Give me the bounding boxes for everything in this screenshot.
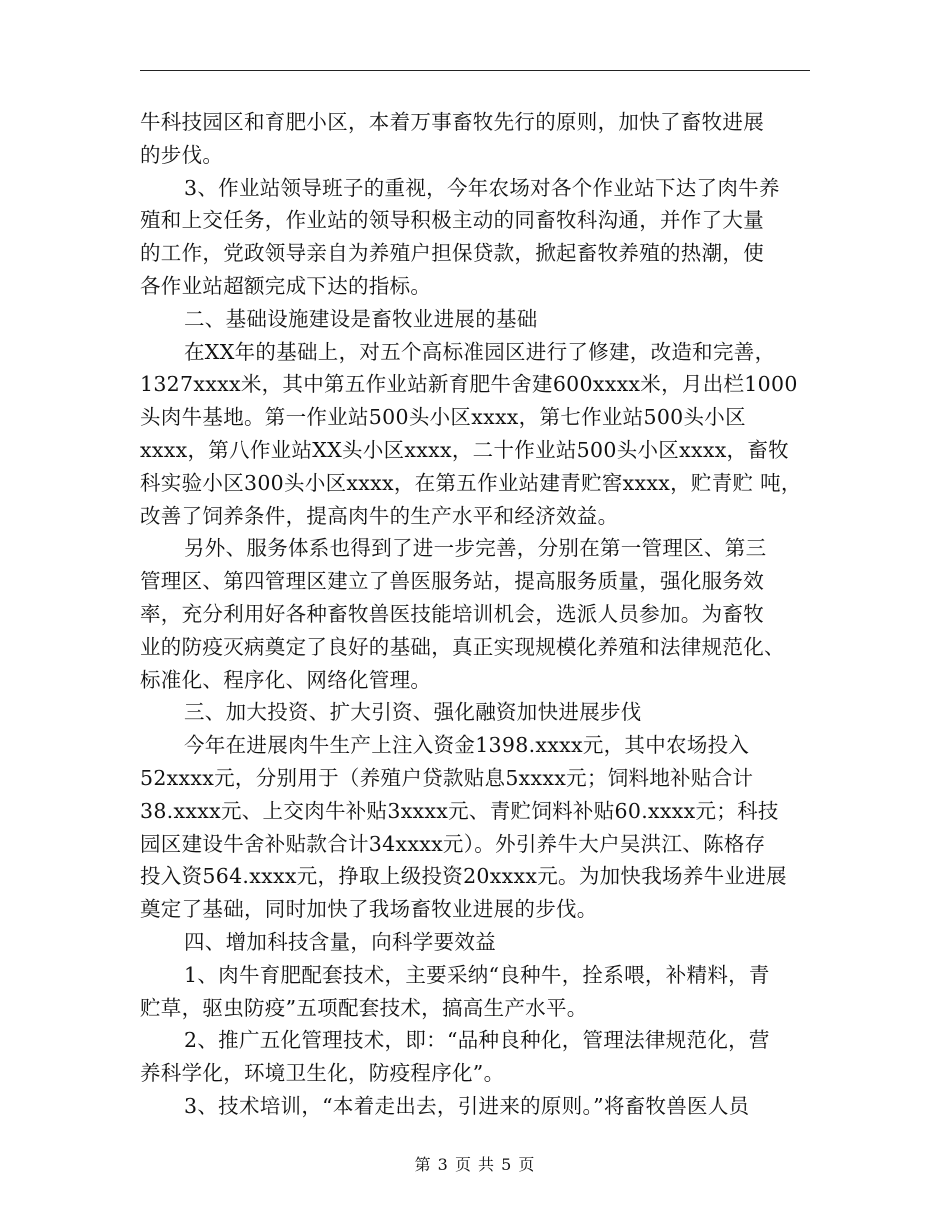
- text-line: xxxx，第八作业站XX头小区xxxx，二十作业站500头小区xxxx，畜牧: [140, 437, 789, 462]
- paragraph-start: 在XX年的基础上，对五个高标准园区进行了修建，改造和完善，: [184, 339, 776, 364]
- header-rule: [140, 70, 810, 71]
- text-line: 管理区、第四管理区建立了兽医服务站，提高服务质量，强化服务效: [140, 569, 764, 594]
- text-line: 52xxxx元，分别用于（养殖户贷款贴息5xxxx元；饲料地补贴合计: [140, 765, 754, 790]
- text-line: 的步伐。: [140, 142, 224, 167]
- text-line: 投入资564.xxxx元，挣取上级投资20xxxx元。为加快我场养牛业进展: [140, 864, 787, 889]
- text-line: 的工作，党政领导亲自为养殖户担保贷款，掀起畜牧养殖的热潮，使: [140, 241, 764, 266]
- text-line: 率，充分利用好各种畜牧兽医技能培训机会，选派人员参加。为畜牧: [140, 601, 764, 626]
- text-line: 园区建设牛舍补贴款合计34xxxx元）。外引养牛大户吴洪江、陈格存: [140, 831, 766, 856]
- text-line: 改善了饲养条件，提高肉牛的生产水平和经济效益。: [140, 503, 619, 528]
- text-line: 标准化、程序化、网络化管理。: [140, 667, 432, 692]
- text-line: 各作业站超额完成下达的指标。: [140, 273, 432, 298]
- text-line: 1327xxxx米，其中第五作业站新育肥牛舍建600xxxx米，月出栏1000: [140, 372, 798, 397]
- text-line: 奠定了基础，同时加快了我场畜牧业进展的步伐。: [140, 897, 598, 922]
- page-footer: 第 3 页 共 5 页: [414, 1155, 536, 1174]
- paragraph-start: 1、肉牛育肥配套技术，主要采纳“良种牛，拴系喂，补精料，青: [184, 962, 770, 987]
- text-line: 业的防疫灭病奠定了良好的基础，真正实现规模化养殖和法律规范化、: [140, 634, 785, 659]
- text-line: 殖和上交任务，作业站的领导积极主动的同畜牧科沟通，并作了大量: [140, 208, 764, 233]
- text-line: 科实验小区300头小区xxxx，在第五作业站建青贮窖xxxx，贮青贮 吨，: [140, 470, 802, 495]
- paragraph-start: 3、技术培训，“本着走出去，引进来的原则。”将畜牧兽医人员: [184, 1093, 750, 1118]
- text-line: 牛科技园区和育肥小区，本着万事畜牧先行的原则，加快了畜牧进展: [140, 110, 764, 134]
- text-line: 养科学化，环境卫生化，防疫程序化”。: [140, 1061, 505, 1086]
- text-line: 头肉牛基地。第一作业站500头小区xxxx，第七作业站500头小区: [140, 405, 746, 430]
- section-heading: 三、加大投资、扩大引资、强化融资加快进展步伐: [184, 700, 642, 725]
- section-heading: 二、基础设施建设是畜牧业进展的基础: [184, 306, 538, 331]
- paragraph-start: 2、推广五化管理技术，即：“品种良种化，管理法律规范化，营: [184, 1028, 770, 1053]
- paragraph-start: 另外、服务体系也得到了进一步完善，分别在第一管理区、第三: [184, 536, 767, 561]
- text-line: 贮草，驱虫防疫”五项配套技术，搞高生产水平。: [140, 995, 588, 1020]
- paragraph-start: 3、作业站领导班子的重视，今年农场对各个作业站下达了肉牛养: [184, 175, 780, 200]
- document-body: [140, 106, 820, 1123]
- paragraph-start: 今年在进展肉牛生产上注入资金1398.xxxx元，其中农场投入: [184, 733, 750, 758]
- text-line: 38.xxxx元、上交肉牛补贴3xxxx元、青贮饲料补贴60.xxxx元；科技: [140, 798, 779, 823]
- section-heading: 四、增加科技含量，向科学要效益: [184, 929, 496, 954]
